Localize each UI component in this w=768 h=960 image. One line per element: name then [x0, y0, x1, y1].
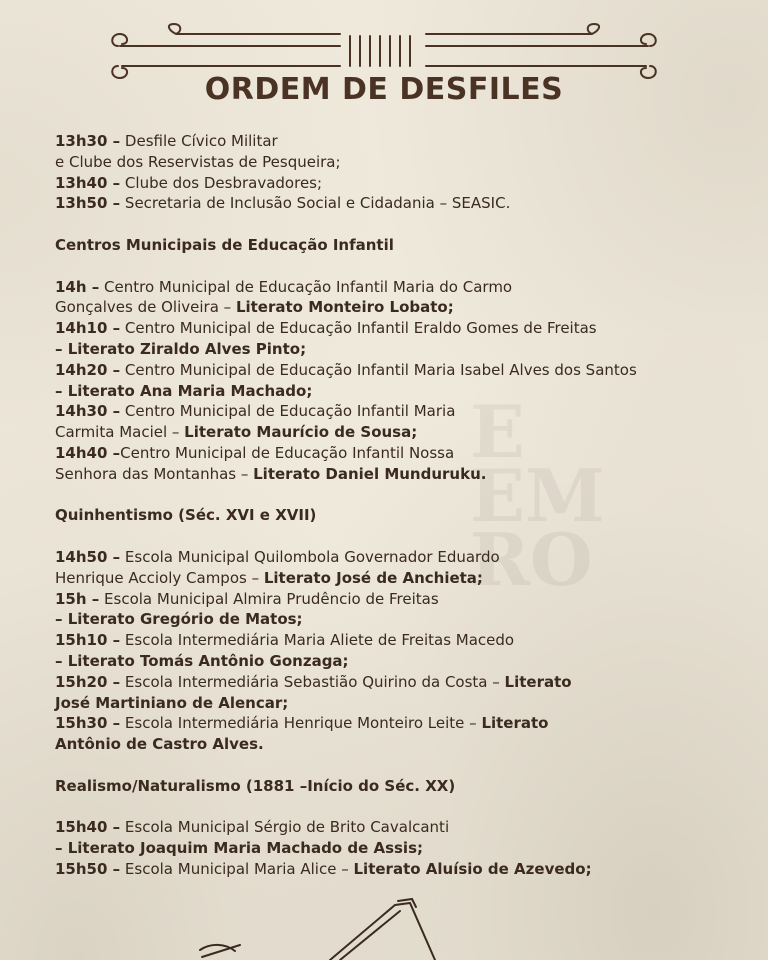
- schedule-line: [55, 193, 735, 214]
- schedule-time: 13h30 –: [55, 132, 121, 150]
- schedule-literato: Literato: [504, 672, 572, 691]
- spacer: [55, 485, 735, 506]
- schedule-time: 15h –: [55, 589, 100, 608]
- schedule-time: 15h30 –: [55, 714, 121, 733]
- schedule-time: 15h20 –: [55, 672, 121, 691]
- spacer: [55, 797, 735, 818]
- spacer: [55, 755, 735, 776]
- schedule-line: [55, 152, 735, 173]
- schedule-line: [55, 817, 735, 838]
- section-heading-text: Centros Municipais de Educação Infantil: [55, 235, 394, 254]
- schedule-text: Escola Municipal Maria Alice –: [120, 859, 354, 878]
- schedule-time: 14h50 –: [55, 547, 121, 566]
- schedule-text: Carmita Maciel –: [55, 423, 185, 442]
- spacer: [55, 526, 735, 547]
- schedule-line: [55, 609, 735, 630]
- bottom-sketch-illustration: [180, 895, 510, 960]
- schedule-literato: – Literato Tomás Antônio Gonzaga;: [55, 651, 349, 670]
- section-heading: [55, 235, 735, 256]
- schedule-literato: Literato Aluísio de Azevedo;: [353, 859, 592, 878]
- schedule-text: Escola Municipal Almira Prudêncio de Freitas: [99, 589, 439, 608]
- schedule-line: [55, 568, 735, 589]
- schedule-text: Senhora das Montanhas –: [55, 464, 254, 483]
- watermark-seal: E EM RO: [470, 389, 605, 602]
- schedule-time: 13h50 –: [55, 194, 121, 213]
- schedule-list: [55, 131, 735, 880]
- schedule-line: [55, 297, 735, 318]
- schedule-literato: – Literato Joaquim Maria Machado de Assis;: [55, 839, 424, 858]
- schedule-line: [55, 693, 735, 714]
- schedule-time: 14h –: [55, 277, 100, 296]
- schedule-text: Escola Intermediária Sebastião Quirino da Costa –: [120, 672, 505, 691]
- schedule-literato: – Literato Ziraldo Alves Pinto;: [55, 339, 307, 358]
- schedule-line: [55, 859, 735, 880]
- schedule-line: [55, 734, 735, 755]
- schedule-line: [55, 630, 735, 651]
- schedule-text: e Clube dos Reservistas de Pesqueira;: [55, 152, 341, 171]
- schedule-text: Centro Municipal de Educação Infantil Maria: [120, 402, 456, 421]
- schedule-text: Gonçalves de Oliveira –: [55, 298, 236, 317]
- schedule-text: Centro Municipal de Educação Infantil Eraldo Gomes de Freitas: [120, 319, 597, 338]
- schedule-line: [55, 713, 735, 734]
- schedule-line: [55, 339, 735, 360]
- schedule-line: [55, 381, 735, 402]
- schedule-time: 14h30 –: [55, 402, 121, 421]
- schedule-line: [55, 318, 735, 339]
- schedule-literato: José Martiniano de Alencar;: [55, 693, 289, 712]
- schedule-text: Escola Municipal Sérgio de Brito Cavalcanti: [120, 818, 450, 837]
- schedule-text: Centro Municipal de Educação Infantil Maria Isabel Alves dos Santos: [120, 360, 637, 379]
- schedule-line: [55, 360, 735, 381]
- schedule-literato: Literato Maurício de Sousa;: [184, 423, 418, 442]
- schedule-text: Desfile Cívico Militar: [120, 132, 278, 150]
- schedule-time: 15h40 –: [55, 818, 121, 837]
- schedule-text: Centro Municipal de Educação Infantil Maria do Carmo: [99, 277, 513, 296]
- schedule-line: [55, 464, 735, 485]
- spacer: [55, 214, 735, 235]
- schedule-line: [55, 173, 735, 194]
- schedule-text: Secretaria de Inclusão Social e Cidadania – SEASIC.: [120, 194, 511, 213]
- schedule-time: 14h10 –: [55, 319, 121, 338]
- schedule-line: [55, 131, 735, 152]
- schedule-line: [55, 443, 735, 464]
- schedule-text: Henrique Accioly Campos –: [55, 568, 264, 587]
- section-heading: [55, 776, 735, 797]
- schedule-time: 14h20 –: [55, 360, 121, 379]
- schedule-time: 15h50 –: [55, 859, 121, 878]
- schedule-line: [55, 651, 735, 672]
- schedule-time: 13h40 –: [55, 173, 121, 192]
- schedule-time: 14h40 –: [55, 443, 121, 462]
- schedule-literato: Literato Daniel Munduruku.: [253, 464, 487, 483]
- schedule-literato: Antônio de Castro Alves.: [55, 735, 264, 754]
- schedule-literato: – Literato Ana Maria Machado;: [55, 381, 313, 400]
- schedule-line: [55, 672, 735, 693]
- schedule-text: Escola Intermediária Maria Aliete de Freitas Macedo: [120, 631, 515, 650]
- schedule-text: Escola Municipal Quilombola Governador Eduardo: [120, 547, 500, 566]
- schedule-line: [55, 401, 735, 422]
- schedule-line: [55, 547, 735, 568]
- schedule-line: [55, 838, 735, 859]
- schedule-literato: Literato José de Anchieta;: [263, 568, 483, 587]
- schedule-line: [55, 277, 735, 298]
- schedule-time: 15h10 –: [55, 631, 121, 650]
- schedule-text: Centro Municipal de Educação Infantil Nossa: [120, 443, 455, 462]
- schedule-text: Clube dos Desbravadores;: [120, 173, 323, 192]
- section-heading-text: Realismo/Naturalismo (1881 –Início do Séc. XX): [55, 776, 456, 795]
- page-title: ORDEM DE DESFILES: [204, 72, 564, 107]
- schedule-text: Escola Intermediária Henrique Monteiro Leite –: [120, 714, 482, 733]
- schedule-literato: Literato: [481, 714, 549, 733]
- spacer: [55, 256, 735, 277]
- section-heading: [55, 505, 735, 526]
- schedule-line: [55, 589, 735, 610]
- section-heading-text: Quinhentismo (Séc. XVI e XVII): [55, 506, 317, 525]
- schedule-literato: – Literato Gregório de Matos;: [55, 610, 303, 629]
- schedule-line: [55, 422, 735, 443]
- schedule-literato: Literato Monteiro Lobato;: [235, 298, 454, 317]
